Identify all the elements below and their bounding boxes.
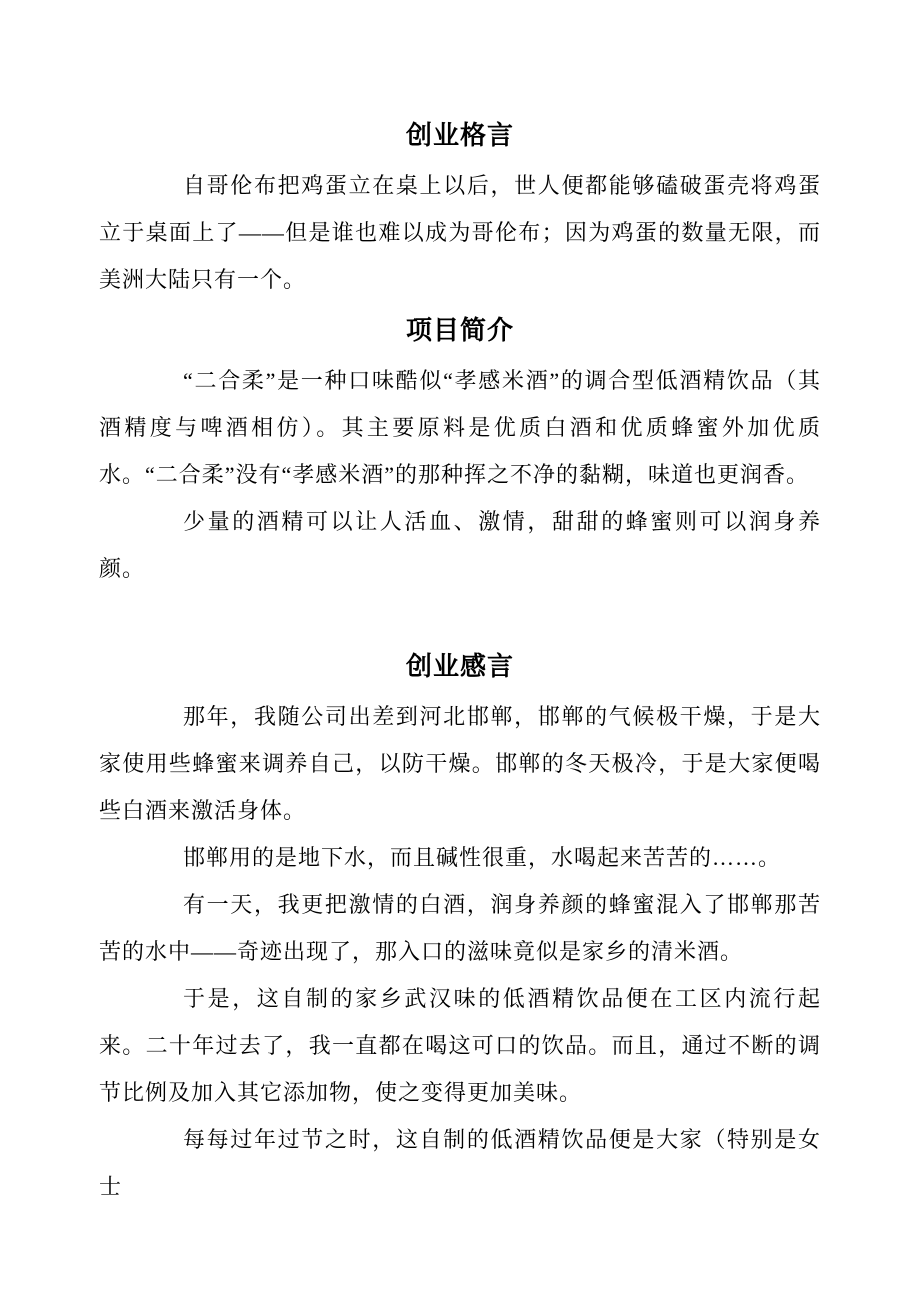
section-heading-founder-reflection: 创业感言: [405, 651, 514, 681]
paragraph: 邯郸用的是地下水，而且碱性很重，水喝起来苦苦的……。: [183, 845, 782, 870]
paragraph: 自哥伦布把鸡蛋立在桌上以后，世人便都能够磕破蛋壳将鸡蛋立于桌面上了——但是谁也难以成为哥伦布；因为鸡蛋的数量无限，而美洲大陆只有一个。: [99, 173, 821, 292]
section-heading-motto: 创业格言: [405, 120, 514, 150]
paragraph: 少量的酒精可以让人活血、激情，甜甜的蜂蜜则可以润身养颜。: [99, 509, 821, 581]
paragraph: 于是，这自制的家乡武汉味的低酒精饮品便在工区内流行起来。二十年过去了，我一直都在喝这可口的饮品。而且，通过不断的调节比例及加入其它添加物，使之变得更加美味。: [99, 986, 821, 1105]
section-heading-project-intro: 项目简介: [405, 315, 514, 345]
paragraph: 那年，我随公司出差到河北邯郸，邯郸的气候极干燥，于是大家使用些蜂蜜来调养自己，以防干燥。邯郸的冬天极冷，于是大家便喝些白酒来激活身体。: [99, 704, 821, 823]
paragraph: “二合柔”是一种口味酷似“孝感米酒”的调合型低酒精饮品（其酒精度与啤酒相仿）。其主要原料是优质白酒和优质蜂蜜外加优质水。“二合柔”没有“孝感米酒”的那种挥之不净的黏糊，味道也更润香。: [99, 368, 821, 487]
paragraph: 每每过年过节之时，这自制的低酒精饮品便是大家（特别是女士: [99, 1127, 821, 1199]
paragraph: 有一天，我更把激情的白酒，润身养颜的蜂蜜混入了邯郸那苦苦的水中——奇迹出现了，那入口的滋味竟似是家乡的清米酒。: [99, 892, 821, 964]
